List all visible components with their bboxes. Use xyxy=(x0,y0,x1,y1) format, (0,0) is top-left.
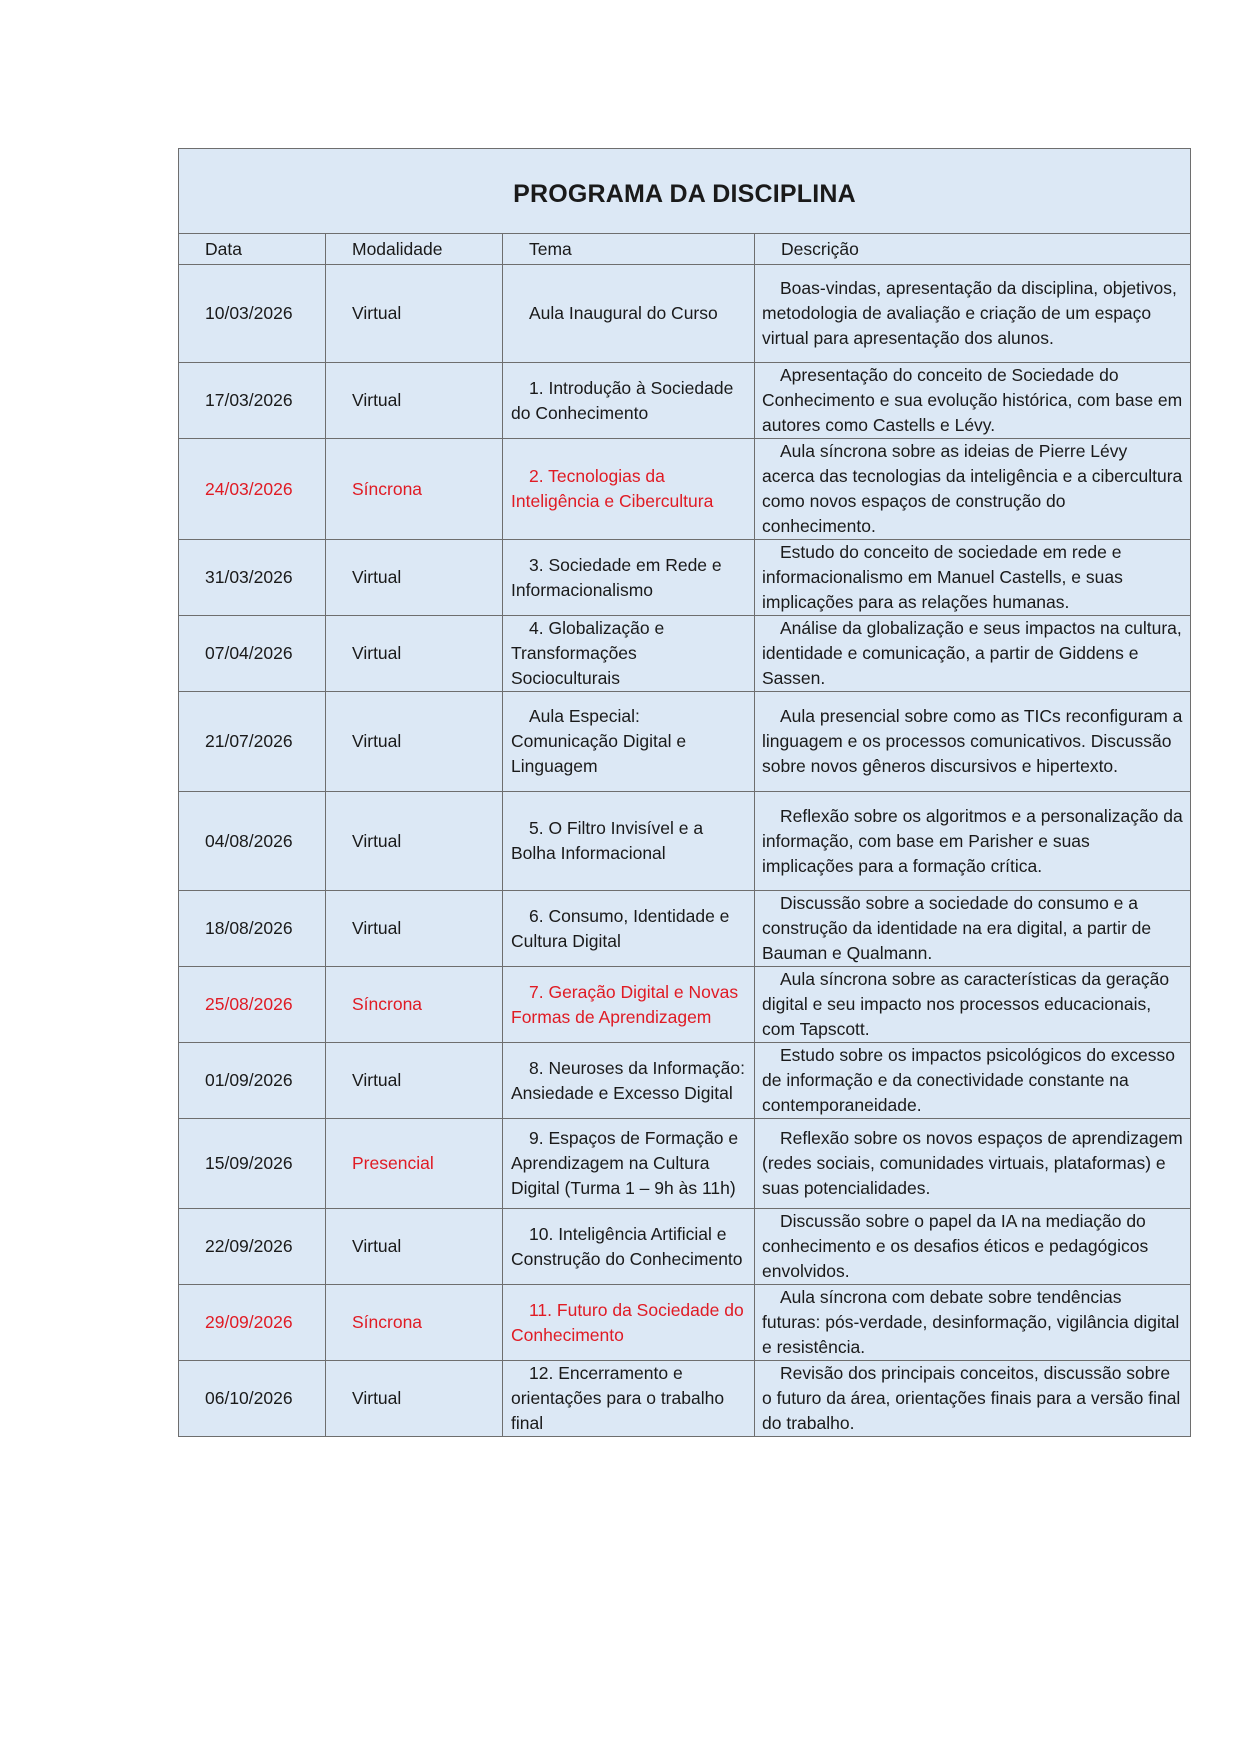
mode-cell: Virtual xyxy=(326,540,503,616)
date-cell: 22/09/2026 xyxy=(179,1209,326,1285)
description-cell-text: Apresentação do conceito de Sociedade do Conhecimento e sua evolução histórica, com base em autores como Castells e Lévy. xyxy=(762,365,1183,435)
program-rows xyxy=(179,265,1191,1437)
topic-cell xyxy=(503,967,755,1043)
topic-cell xyxy=(503,1209,755,1285)
topic-cell xyxy=(503,1119,755,1209)
table-row xyxy=(179,891,1191,967)
description-cell xyxy=(755,891,1191,967)
header-mode: Modalidade xyxy=(326,234,503,265)
date-cell: 15/09/2026 xyxy=(179,1119,326,1209)
title-row xyxy=(179,149,1191,234)
table-row xyxy=(179,1361,1191,1437)
topic-cell xyxy=(503,1043,755,1119)
mode-cell: Virtual xyxy=(326,891,503,967)
description-cell xyxy=(755,967,1191,1043)
table-row xyxy=(179,792,1191,891)
mode-cell: Virtual xyxy=(326,363,503,439)
topic-cell-text: 7. Geração Digital e Novas Formas de Aprendizagem xyxy=(511,981,739,1027)
topic-cell xyxy=(503,1361,755,1437)
description-cell-text: Boas-vindas, apresentação da disciplina, objetivos, metodologia de avaliação e criação de um espaço virtual para apresentação dos alunos. xyxy=(762,278,1177,348)
topic-cell xyxy=(503,540,755,616)
date-cell: 01/09/2026 xyxy=(179,1043,326,1119)
table-title-cell xyxy=(179,149,1191,234)
description-cell-text: Discussão sobre o papel da IA na mediação do conhecimento e os desafios éticos e pedagógicos envolvidos. xyxy=(762,1211,1149,1281)
description-cell-text: Revisão dos principais conceitos, discussão sobre o futuro da área, orientações finais para a versão final do trabalho. xyxy=(762,1363,1181,1433)
table-row xyxy=(179,1119,1191,1209)
topic-cell-text: 1. Introdução à Sociedade do Conhecimento xyxy=(511,377,734,423)
mode-cell: Síncrona xyxy=(326,967,503,1043)
topic-cell xyxy=(503,616,755,692)
description-cell xyxy=(755,1119,1191,1209)
mode-cell: Presencial xyxy=(326,1119,503,1209)
mode-cell: Virtual xyxy=(326,792,503,891)
topic-cell-text: 3. Sociedade em Rede e Informacionalismo xyxy=(511,554,722,600)
table-row xyxy=(179,1209,1191,1285)
description-cell xyxy=(755,1209,1191,1285)
description-cell xyxy=(755,792,1191,891)
mode-cell: Virtual xyxy=(326,692,503,792)
header-row xyxy=(179,234,1191,265)
description-cell xyxy=(755,616,1191,692)
description-cell xyxy=(755,1285,1191,1361)
topic-cell xyxy=(503,363,755,439)
table-row xyxy=(179,967,1191,1043)
mode-cell: Virtual xyxy=(326,1209,503,1285)
topic-cell-text: 4. Globalização e Transformações Socioculturais xyxy=(511,618,665,688)
description-cell-text: Aula síncrona sobre as características da geração digital e seu impacto nos processos educacionais, com Tapscott. xyxy=(762,969,1170,1039)
table-title: PROGRAMA DA DISCIPLINA xyxy=(513,179,856,208)
description-cell-text: Estudo sobre os impactos psicológicos do excesso de informação e da conectividade constante na contemporaneidade. xyxy=(762,1045,1175,1115)
mode-cell: Síncrona xyxy=(326,1285,503,1361)
date-cell: 17/03/2026 xyxy=(179,363,326,439)
description-cell xyxy=(755,1043,1191,1119)
mode-cell: Virtual xyxy=(326,616,503,692)
mode-cell: Virtual xyxy=(326,1043,503,1119)
description-cell xyxy=(755,265,1191,363)
header-date: Data xyxy=(179,234,326,265)
program-table xyxy=(178,148,1191,1437)
description-cell-text: Aula presencial sobre como as TICs reconfiguram a linguagem e os processos comunicativos. Discussão sobre novos gêneros discursivos e hipertexto. xyxy=(762,706,1183,776)
description-cell xyxy=(755,363,1191,439)
topic-cell-text: Aula Inaugural do Curso xyxy=(529,303,718,323)
description-cell-text: Discussão sobre a sociedade do consumo e a construção da identidade na era digital, a partir de Bauman e Qualmann. xyxy=(762,893,1152,963)
date-cell: 29/09/2026 xyxy=(179,1285,326,1361)
topic-cell xyxy=(503,891,755,967)
topic-cell xyxy=(503,1285,755,1361)
topic-cell xyxy=(503,692,755,792)
mode-cell: Síncrona xyxy=(326,439,503,540)
date-cell: 04/08/2026 xyxy=(179,792,326,891)
table-row xyxy=(179,439,1191,540)
topic-cell-text: Aula Especial: Comunicação Digital e Linguagem xyxy=(511,706,687,776)
topic-cell-text: 10. Inteligência Artificial e Construção do Conhecimento xyxy=(511,1223,743,1269)
topic-cell-text: 11. Futuro da Sociedade do Conhecimento xyxy=(511,1299,744,1345)
table-row xyxy=(179,540,1191,616)
topic-cell-text: 8. Neuroses da Informação: Ansiedade e Excesso Digital xyxy=(511,1057,745,1103)
date-cell: 25/08/2026 xyxy=(179,967,326,1043)
header-topic: Tema xyxy=(503,234,755,265)
description-cell-text: Reflexão sobre os algoritmos e a personalização da informação, com base em Parisher e suas implicações para a formação crítica. xyxy=(762,805,1183,876)
mode-cell: Virtual xyxy=(326,265,503,363)
description-cell-text: Aula síncrona com debate sobre tendências futuras: pós-verdade, desinformação, vigilância digital e resistência. xyxy=(762,1287,1180,1357)
topic-cell xyxy=(503,265,755,363)
date-cell: 07/04/2026 xyxy=(179,616,326,692)
description-cell-text: Aula síncrona sobre as ideias de Pierre Lévy acerca das tecnologias da inteligência e a cibercultura como novos espaços de construção do conhecimento. xyxy=(762,441,1183,536)
topic-cell xyxy=(503,439,755,540)
description-cell-text: Análise da globalização e seus impactos na cultura, identidade e comunicação, a partir de Giddens e Sassen. xyxy=(762,618,1182,688)
table-row xyxy=(179,363,1191,439)
table-row xyxy=(179,692,1191,792)
topic-cell xyxy=(503,792,755,891)
description-cell-text: Estudo do conceito de sociedade em rede e informacionalismo em Manuel Castells, e suas implicações para as relações humanas. xyxy=(762,542,1123,612)
topic-cell-text: 6. Consumo, Identidade e Cultura Digital xyxy=(511,905,730,951)
description-cell-text: Reflexão sobre os novos espaços de aprendizagem (redes sociais, comunidades virtuais, plataformas) e suas potencialidades. xyxy=(762,1128,1183,1198)
table-row xyxy=(179,265,1191,363)
topic-cell-text: 9. Espaços de Formação e Aprendizagem na Cultura Digital (Turma 1 – 9h às 11h) xyxy=(511,1128,739,1198)
description-cell xyxy=(755,1361,1191,1437)
description-cell xyxy=(755,692,1191,792)
table-row xyxy=(179,616,1191,692)
description-cell xyxy=(755,439,1191,540)
table-row xyxy=(179,1043,1191,1119)
topic-cell-text: 12. Encerramento e orientações para o trabalho final xyxy=(511,1363,725,1433)
table-row xyxy=(179,1285,1191,1361)
topic-cell-text: 2. Tecnologias da Inteligência e Cibercultura xyxy=(511,466,714,511)
description-cell xyxy=(755,540,1191,616)
date-cell: 06/10/2026 xyxy=(179,1361,326,1437)
mode-cell: Virtual xyxy=(326,1361,503,1437)
date-cell: 31/03/2026 xyxy=(179,540,326,616)
header-description: Descrição xyxy=(755,234,1191,265)
date-cell: 18/08/2026 xyxy=(179,891,326,967)
date-cell: 21/07/2026 xyxy=(179,692,326,792)
topic-cell-text: 5. O Filtro Invisível e a Bolha Informacional xyxy=(511,818,704,863)
date-cell: 10/03/2026 xyxy=(179,265,326,363)
date-cell: 24/03/2026 xyxy=(179,439,326,540)
